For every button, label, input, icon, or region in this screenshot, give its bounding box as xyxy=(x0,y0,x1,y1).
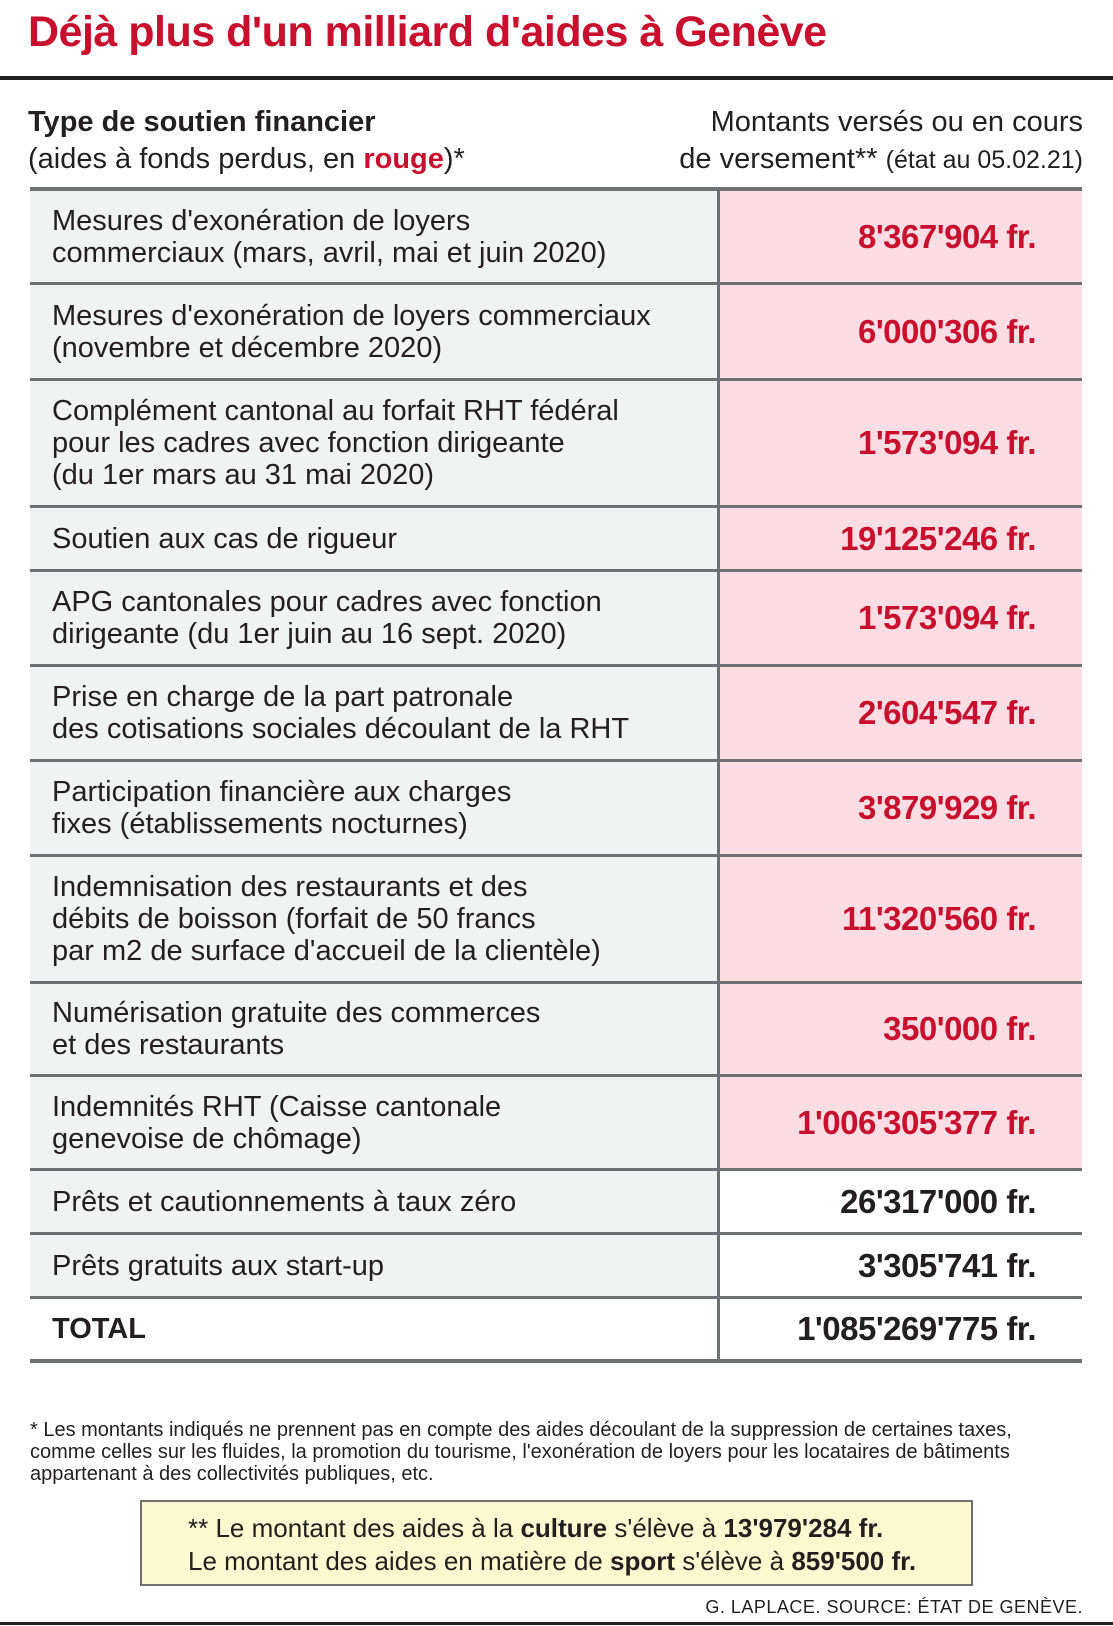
table-row xyxy=(30,191,1082,285)
row-amount: 1'573'094 fr. xyxy=(720,381,1082,505)
note-keyword-sport: sport xyxy=(610,1546,676,1576)
column-header-amount xyxy=(679,104,1083,179)
note-value-sport: 859'500 fr. xyxy=(791,1546,917,1576)
row-amount: 1'006'305'377 fr. xyxy=(720,1077,1082,1168)
row-label xyxy=(30,191,720,282)
note-sport-line xyxy=(188,1545,971,1578)
row-amount: 8'367'904 fr. xyxy=(720,191,1082,282)
row-label xyxy=(30,857,720,981)
culture-sport-note xyxy=(140,1500,973,1586)
table-row xyxy=(30,381,1082,508)
page-title: Déjà plus d'un milliard d'aides à Genève xyxy=(28,8,827,56)
total-row xyxy=(30,1299,1082,1363)
aid-table xyxy=(30,187,1082,1363)
row-amount: 26'317'000 fr. xyxy=(720,1171,1082,1232)
row-amount: 19'125'246 fr. xyxy=(720,508,1082,569)
row-label-line: Prêts et cautionnements à taux zéro xyxy=(52,1185,517,1218)
note-value-culture: 13'979'284 fr. xyxy=(723,1513,884,1543)
row-label xyxy=(30,508,720,569)
row-label-line: Indemnités RHT (Caisse cantonale xyxy=(52,1090,502,1123)
table-row xyxy=(30,1235,1082,1299)
table-row xyxy=(30,667,1082,762)
subtitle-text: (aides à fonds perdus, en xyxy=(28,143,364,175)
row-amount: 1'085'269'775 fr. xyxy=(720,1299,1082,1359)
row-label-line: pour les cadres avec fonction dirigeante xyxy=(52,427,565,459)
source-credit: G. LAPLACE. SOURCE: ÉTAT DE GENÈVE. xyxy=(705,1597,1083,1617)
row-label-line: Mesures d'exonération de loyers commerciaux xyxy=(52,299,651,332)
row-label-line: APG cantonales pour cadres avec fonction xyxy=(52,586,602,618)
row-label xyxy=(30,1077,720,1168)
column-header-type xyxy=(28,104,465,178)
column-header-type-subtitle xyxy=(28,141,465,178)
row-amount: 6'000'306 fr. xyxy=(720,285,1082,378)
row-label-line: et des restaurants xyxy=(52,1029,285,1061)
row-amount: 350'000 fr. xyxy=(720,984,1082,1074)
title-divider xyxy=(0,76,1113,80)
amount-header-main: de versement** xyxy=(679,143,878,175)
row-amount: 2'604'547 fr. xyxy=(720,667,1082,759)
bottom-divider xyxy=(0,1622,1113,1625)
amount-header-date: (état au 05.02.21) xyxy=(885,146,1083,174)
column-header-amount-line2 xyxy=(679,141,1083,179)
column-header-amount-line1: Montants versés ou en cours xyxy=(710,106,1083,138)
table-row xyxy=(30,1171,1082,1235)
subtitle-end: )* xyxy=(443,143,465,175)
table-row xyxy=(30,285,1082,381)
row-label xyxy=(30,984,720,1074)
row-label xyxy=(30,1235,720,1296)
row-amount: 1'573'094 fr. xyxy=(720,572,1082,664)
row-label xyxy=(30,1171,720,1232)
row-label-line: genevoise de chômage) xyxy=(52,1122,362,1155)
column-header-type-title: Type de soutien financier xyxy=(28,106,376,138)
row-label-line: Prêts gratuits aux start-up xyxy=(52,1249,385,1282)
row-label-line: commerciaux (mars, avril, mai et juin 2020) xyxy=(52,236,607,269)
row-label-line: des cotisations sociales découlant de la RHT xyxy=(52,713,630,745)
subtitle-red-word: rouge xyxy=(363,143,444,175)
table-row xyxy=(30,762,1082,857)
row-label-line: TOTAL xyxy=(52,1313,146,1345)
note-keyword-culture: culture xyxy=(520,1513,608,1543)
row-label xyxy=(30,667,720,759)
row-label-line: Complément cantonal au forfait RHT fédéral xyxy=(52,395,619,427)
table-row xyxy=(30,508,1082,572)
row-label xyxy=(30,1299,720,1359)
row-label xyxy=(30,762,720,854)
row-amount: 3'879'929 fr. xyxy=(720,762,1082,854)
note-text: ** Le montant des aides à la xyxy=(188,1513,521,1543)
row-label-line: Soutien aux cas de rigueur xyxy=(52,522,397,555)
row-label-line: Participation financière aux charges xyxy=(52,776,512,808)
row-label-line: fixes (établissements nocturnes) xyxy=(52,808,468,840)
note-text: s'élève à xyxy=(675,1546,792,1576)
table-row xyxy=(30,984,1082,1077)
row-label-line: Prise en charge de la part patronale xyxy=(52,681,514,713)
row-label xyxy=(30,285,720,378)
row-label-line: (novembre et décembre 2020) xyxy=(52,331,443,364)
footnote: * Les montants indiqués ne prennent pas en compte des aides découlant de la suppression de certaines taxes, comme celles sur les fluides, la promotion du tourisme, l'exonération de loyers pour les locataires de bâtiments appartenant à des collectivités publiques, etc. xyxy=(30,1419,1012,1485)
table-row xyxy=(30,857,1082,984)
row-amount: 3'305'741 fr. xyxy=(720,1235,1082,1296)
row-label-line: dirigeante (du 1er juin au 16 sept. 2020) xyxy=(52,618,567,650)
note-culture-line xyxy=(188,1512,971,1545)
row-label-line: Numérisation gratuite des commerces xyxy=(52,997,541,1029)
row-label xyxy=(30,572,720,664)
row-label-line: débits de boisson (forfait de 50 francs xyxy=(52,903,536,935)
row-label-line: Indemnisation des restaurants et des xyxy=(52,871,528,903)
note-text: s'élève à xyxy=(607,1513,724,1543)
row-label-line: Mesures d'exonération de loyers xyxy=(52,204,471,237)
note-text: Le montant des aides en matière de xyxy=(188,1546,611,1576)
table-row xyxy=(30,1077,1082,1171)
row-label xyxy=(30,381,720,505)
row-amount: 11'320'560 fr. xyxy=(720,857,1082,981)
table-row xyxy=(30,572,1082,667)
row-label-line: par m2 de surface d'accueil de la clientèle) xyxy=(52,935,601,967)
row-label-line: (du 1er mars au 31 mai 2020) xyxy=(52,459,435,491)
